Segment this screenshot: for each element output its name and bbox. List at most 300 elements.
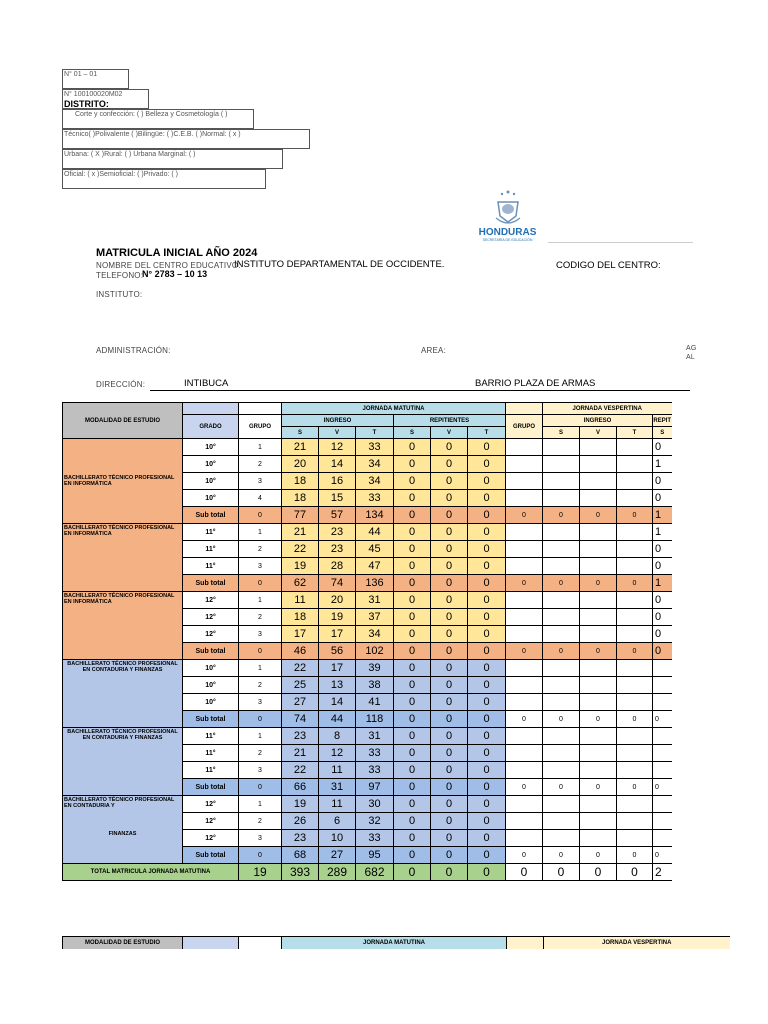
vesp-vs-cell: [543, 456, 580, 473]
logo-subtext: SECRETARÍA DE EDUCACIÓN: [482, 238, 533, 242]
grupo-cell: 3: [239, 762, 282, 779]
vesp-vs-cell: [543, 677, 580, 694]
repit-rt-cell: 0: [468, 541, 506, 558]
repit-rs-cell: 0: [394, 779, 431, 796]
grado-cell: 12°: [183, 609, 239, 626]
vesp-vt-cell: 0: [617, 507, 653, 524]
total-s-cell: 393: [282, 864, 319, 881]
ingreso-s-cell: 66: [282, 779, 319, 796]
vesp-vs-cell: 0: [543, 847, 580, 864]
vesp-grupo-cell: [506, 541, 543, 558]
vesp-vt-cell: [617, 558, 653, 575]
ingreso-v-cell: 17: [319, 626, 356, 643]
vesp-grupo-cell: [506, 694, 543, 711]
vesp-vv-cell: [580, 796, 617, 813]
ingreso-header: INGRESO: [282, 415, 394, 427]
ingreso-t-cell: 33: [356, 745, 394, 762]
jornada-vespertina-header: JORNADA VESPERTINA: [543, 403, 672, 415]
vesp-vt-cell: [617, 796, 653, 813]
grupo-cell: 4: [239, 490, 282, 507]
grupo-cell: 1: [239, 592, 282, 609]
total-vg-cell: 0: [506, 864, 543, 881]
grado-cell: 11°: [183, 762, 239, 779]
vesp-grupo-cell: [506, 524, 543, 541]
vesp-vv-cell: [580, 830, 617, 847]
corte-text: Corte y confección: ( ) Belleza y Cosmetología ( ): [75, 111, 228, 118]
logo-text: HONDURAS: [478, 227, 537, 238]
repit-rv-cell: 0: [431, 609, 468, 626]
total-vt-cell: 0: [617, 864, 653, 881]
ingreso-v-cell: 23: [319, 524, 356, 541]
ingreso-s-cell: 19: [282, 796, 319, 813]
vesp-ingreso-header: INGRESO: [543, 415, 653, 427]
repit-rs-cell: 0: [394, 439, 431, 456]
grupo-cell: 0: [239, 847, 282, 864]
vesp-vt-cell: [617, 456, 653, 473]
vesp-vs-cell: [543, 473, 580, 490]
repit-rs-cell: 0: [394, 456, 431, 473]
ingreso-t-cell: 38: [356, 677, 394, 694]
vesp-repit-cell: 0: [653, 541, 672, 558]
ingreso-t-cell: 34: [356, 473, 394, 490]
subtotal-label: Sub total: [183, 575, 239, 592]
table-row: [63, 728, 672, 745]
ingreso-t-cell: 102: [356, 643, 394, 660]
vesp-vs-cell: [543, 830, 580, 847]
vesp-grupo-cell: 0: [506, 507, 543, 524]
vesp-grupo-cell: [506, 660, 543, 677]
ingreso-t-cell: 34: [356, 456, 394, 473]
grupo-cell: 3: [239, 626, 282, 643]
table-row: [63, 660, 672, 677]
grado-cell: 12°: [183, 796, 239, 813]
ingreso-t-cell: 136: [356, 575, 394, 592]
ingreso-s-cell: 26: [282, 813, 319, 830]
ingreso-v-cell: 16: [319, 473, 356, 490]
subtotal-label: Sub total: [183, 711, 239, 728]
ingreso-v-cell: 23: [319, 541, 356, 558]
repit-rv-cell: 0: [431, 830, 468, 847]
grado-cell: 10°: [183, 456, 239, 473]
repit-rv-cell: 0: [431, 643, 468, 660]
vesp-grupo-cell: 0: [506, 847, 543, 864]
vesp-repit-cell: 0: [653, 609, 672, 626]
total-vv-cell: 0: [580, 864, 617, 881]
repit-rt-cell: 0: [468, 711, 506, 728]
ingreso-t-cell: 33: [356, 439, 394, 456]
grupo-cell: 2: [239, 609, 282, 626]
ingreso-v-cell: 13: [319, 677, 356, 694]
tecnico-text: Técnico( )Polivalente ( )Bilingüe: ( )C.E.B. ( )Normal: ( x ): [64, 131, 241, 138]
vesp-grupo-cell: 0: [506, 575, 543, 592]
ingreso-s-cell: 74: [282, 711, 319, 728]
sub-header-v-4: V: [431, 427, 468, 439]
grupo-cell: 2: [239, 677, 282, 694]
ingreso-v-cell: 57: [319, 507, 356, 524]
grado-cell: 11°: [183, 745, 239, 762]
total-rs-cell: 0: [394, 864, 431, 881]
grupo-cell: 1: [239, 439, 282, 456]
vesp-vv-cell: [580, 626, 617, 643]
modalidad-cell: [63, 796, 183, 864]
vesp-vs-cell: [543, 592, 580, 609]
repit-rv-cell: 0: [431, 779, 468, 796]
ingreso-t-cell: 97: [356, 779, 394, 796]
vesp-repit-cell: [653, 728, 672, 745]
ingreso-t-cell: 44: [356, 524, 394, 541]
vesp-vt-cell: [617, 677, 653, 694]
vesp-grupo-cell: [506, 830, 543, 847]
repit-rs-cell: 0: [394, 796, 431, 813]
vesp-vs-cell: 0: [543, 575, 580, 592]
vesp-repit-cell: 1: [653, 507, 672, 524]
grupo-cell: 3: [239, 694, 282, 711]
repit-rv-cell: 0: [431, 660, 468, 677]
repit-rs-cell: 0: [394, 847, 431, 864]
logo-divider: [548, 242, 693, 243]
vesp-vt-cell: [617, 830, 653, 847]
vesp-vv-cell: 0: [580, 847, 617, 864]
grupo-cell: 2: [239, 456, 282, 473]
vesp-repit-cell: 0: [653, 439, 672, 456]
centro-value: INSTITUTO DEPARTAMENTAL DE OCCIDENTE.: [234, 259, 445, 270]
vesp-vt-cell: [617, 439, 653, 456]
total-v-cell: 289: [319, 864, 356, 881]
ingreso-v-cell: 14: [319, 694, 356, 711]
ingreso-s-cell: 18: [282, 490, 319, 507]
tecnico-box: [62, 129, 310, 149]
vesp-repit-cell: 1: [653, 524, 672, 541]
ingreso-t-cell: 30: [356, 796, 394, 813]
vesp-repit-cell: [653, 762, 672, 779]
vesp-vs-cell: [543, 609, 580, 626]
grado-header-2: [183, 937, 239, 949]
vesp-grupo-cell: 0: [506, 711, 543, 728]
vesp-grupo-cell: [506, 762, 543, 779]
subtotal-label: Sub total: [183, 779, 239, 796]
vesp-vt-cell: 0: [617, 847, 653, 864]
grupo-cell: 3: [239, 830, 282, 847]
grupo-cell: 0: [239, 779, 282, 796]
grado-cell: 10°: [183, 660, 239, 677]
repit-rs-cell: 0: [394, 677, 431, 694]
vesp-repit-cell: 1: [653, 456, 672, 473]
vesp-vs-cell: 0: [543, 779, 580, 796]
grado-cell: 11°: [183, 524, 239, 541]
vesp-vt-cell: [617, 473, 653, 490]
area-label: AREA:: [421, 346, 447, 355]
corte-box: [62, 109, 254, 129]
enrollment-table: [62, 402, 672, 881]
grupo-header: GRUPO: [239, 415, 282, 439]
repit-rv-cell: 0: [431, 762, 468, 779]
ingreso-t-cell: 134: [356, 507, 394, 524]
vesp-vs-cell: [543, 762, 580, 779]
sub-header-v-1: V: [319, 427, 356, 439]
vesp-grupo-cell: [506, 728, 543, 745]
vesp-vt-cell: [617, 728, 653, 745]
repit-rv-cell: 0: [431, 745, 468, 762]
repit-rv-cell: 0: [431, 558, 468, 575]
table-row: [63, 592, 672, 609]
vesp-vv-cell: [580, 439, 617, 456]
codigo-text: N° 100100020M02: [64, 91, 123, 98]
oficial-box: [62, 169, 266, 189]
repit-rs-cell: 0: [394, 592, 431, 609]
vesp-grupo-cell: [506, 677, 543, 694]
direccion-label: DIRECCIÓN:: [96, 380, 146, 389]
grado-cell: 10°: [183, 439, 239, 456]
vesp-repit-cell: [653, 813, 672, 830]
vesp-sub-header-v-1: V: [580, 427, 617, 439]
vesp-repit-cell: 0: [653, 779, 672, 796]
ingreso-v-cell: 27: [319, 847, 356, 864]
codigo-box: [62, 89, 149, 109]
grado-cell: 10°: [183, 677, 239, 694]
ingreso-v-cell: 15: [319, 490, 356, 507]
grupo-v-header-2: [507, 937, 544, 949]
repit-rt-cell: 0: [468, 490, 506, 507]
grupo-cell: 2: [239, 541, 282, 558]
grado-cell: 10°: [183, 473, 239, 490]
grado-header: GRADO: [183, 415, 239, 439]
repit-rt-cell: 0: [468, 609, 506, 626]
vesp-vv-cell: [580, 541, 617, 558]
ingreso-s-cell: 17: [282, 626, 319, 643]
vesp-vt-cell: [617, 762, 653, 779]
vesp-vt-cell: [617, 813, 653, 830]
vesp-vt-cell: 0: [617, 779, 653, 796]
ingreso-v-cell: 14: [319, 456, 356, 473]
vesp-sub-header-t-2: T: [617, 427, 653, 439]
sub-header-t-5: T: [468, 427, 506, 439]
repit-rv-cell: 0: [431, 541, 468, 558]
grado-cell: 12°: [183, 592, 239, 609]
vesp-grupo-cell: [506, 609, 543, 626]
honduras-logo: [470, 188, 545, 244]
repit-rs-cell: 0: [394, 728, 431, 745]
repit-rs-cell: 0: [394, 762, 431, 779]
vesp-grupo-cell: [506, 796, 543, 813]
repit-rv-cell: 0: [431, 592, 468, 609]
form-title: MATRICULA INICIAL AÑO 2024: [96, 247, 258, 259]
vesp-grupo-cell: 0: [506, 779, 543, 796]
centro-label: NOMBRE DEL CENTRO EDUCATIVO:: [96, 261, 241, 270]
codigo-label: CODIGO DEL CENTRO:: [556, 260, 661, 271]
ingreso-v-cell: 74: [319, 575, 356, 592]
jm-header-2: JORNADA MATUTINA: [282, 937, 507, 949]
repit-rv-cell: 0: [431, 473, 468, 490]
ingreso-s-cell: 19: [282, 558, 319, 575]
ingreso-s-cell: 22: [282, 541, 319, 558]
repit-rt-cell: 0: [468, 507, 506, 524]
repit-rs-cell: 0: [394, 711, 431, 728]
repit-rv-cell: 0: [431, 626, 468, 643]
vesp-repit-cell: [653, 694, 672, 711]
vesp-grupo-header: GRUPO: [506, 415, 543, 439]
table-row: [63, 524, 672, 541]
repit-rv-cell: 0: [431, 677, 468, 694]
vesp-repit-cell: [653, 830, 672, 847]
ingreso-v-cell: 11: [319, 796, 356, 813]
repit-rv-cell: 0: [431, 796, 468, 813]
total-vr-cell: 2: [653, 864, 672, 881]
ingreso-s-cell: 21: [282, 745, 319, 762]
repit-rv-cell: 0: [431, 847, 468, 864]
grupo-header-top: [239, 403, 282, 415]
vesp-vv-cell: [580, 456, 617, 473]
ingreso-s-cell: 21: [282, 439, 319, 456]
vesp-repit-cell: 1: [653, 575, 672, 592]
vesp-grupo-cell: [506, 592, 543, 609]
modalidad-text-b: FINANZAS: [108, 831, 137, 837]
grupo-cell: 2: [239, 813, 282, 830]
grupo-cell: 2: [239, 745, 282, 762]
repit-rs-cell: 0: [394, 609, 431, 626]
grado-cell: 11°: [183, 728, 239, 745]
grado-cell: 11°: [183, 558, 239, 575]
repit-rv-cell: 0: [431, 711, 468, 728]
ingreso-v-cell: 10: [319, 830, 356, 847]
repit-rs-cell: 0: [394, 558, 431, 575]
vesp-vv-cell: [580, 660, 617, 677]
repitientes-header: REPITIENTES: [394, 415, 506, 427]
repit-rs-cell: 0: [394, 813, 431, 830]
repit-rv-cell: 0: [431, 439, 468, 456]
ingreso-s-cell: 11: [282, 592, 319, 609]
vesp-repit-cell: 0: [653, 558, 672, 575]
vesp-vv-cell: 0: [580, 575, 617, 592]
vesp-repit-cell: 0: [653, 490, 672, 507]
vesp-vv-cell: [580, 490, 617, 507]
vesp-repit-cell: 0: [653, 643, 672, 660]
total-t-cell: 682: [356, 864, 394, 881]
vesp-repit-cell: 0: [653, 711, 672, 728]
vesp-vv-cell: [580, 694, 617, 711]
grado-cell: 12°: [183, 813, 239, 830]
vesp-vv-cell: [580, 813, 617, 830]
vesp-vv-cell: [580, 609, 617, 626]
sub-header-s-3: S: [394, 427, 431, 439]
repit-rs-cell: 0: [394, 541, 431, 558]
grupo-cell: 1: [239, 796, 282, 813]
table-row: [63, 439, 672, 456]
ingreso-s-cell: 77: [282, 507, 319, 524]
ingreso-s-cell: 20: [282, 456, 319, 473]
repit-rt-cell: 0: [468, 728, 506, 745]
sub-header-s-0: S: [282, 427, 319, 439]
modalidad-cell: BACHILLERATO TÉCNICO PROFESIONAL EN INFORMÁTICA: [63, 439, 183, 524]
second-table-header: [62, 936, 730, 949]
subtotal-label: Sub total: [183, 643, 239, 660]
repit-rt-cell: 0: [468, 643, 506, 660]
repit-rv-cell: 0: [431, 456, 468, 473]
ag-label: AG AL: [686, 345, 697, 361]
repit-rs-cell: 0: [394, 473, 431, 490]
vesp-grupo-cell: [506, 626, 543, 643]
vesp-vs-cell: 0: [543, 711, 580, 728]
telefono-label: TELEFONO:: [96, 271, 144, 280]
vesp-vv-cell: [580, 524, 617, 541]
vesp-vt-cell: [617, 524, 653, 541]
vesp-vs-cell: [543, 660, 580, 677]
direccion-value: INTIBUCA: [184, 378, 229, 389]
vesp-repit-s-header: S: [653, 427, 672, 439]
grado-cell: 12°: [183, 830, 239, 847]
modalidad-text-a: BACHILLERATO TÉCNICO PROFESIONAL EN CONTADURIA Y: [64, 797, 175, 809]
admin-label: ADMINISTRACIÓN:: [96, 346, 171, 355]
repit-rs-cell: 0: [394, 524, 431, 541]
vesp-vt-cell: [617, 626, 653, 643]
repit-rt-cell: 0: [468, 694, 506, 711]
repit-rv-cell: 0: [431, 490, 468, 507]
vesp-vv-cell: [580, 762, 617, 779]
vesp-vv-cell: [580, 745, 617, 762]
urbana-box: [62, 149, 283, 169]
jv-header-2: JORNADA VESPERTINA: [544, 937, 730, 949]
vesp-repit-header: REPIT: [653, 415, 672, 427]
vesp-vs-cell: [543, 541, 580, 558]
repit-rs-cell: 0: [394, 626, 431, 643]
repit-rv-cell: 0: [431, 575, 468, 592]
repit-rs-cell: 0: [394, 830, 431, 847]
ingreso-s-cell: 18: [282, 473, 319, 490]
vesp-vt-cell: [617, 745, 653, 762]
ingreso-s-cell: 62: [282, 575, 319, 592]
repit-rt-cell: 0: [468, 677, 506, 694]
ingreso-s-cell: 25: [282, 677, 319, 694]
vesp-vs-cell: 0: [543, 643, 580, 660]
repit-rv-cell: 0: [431, 728, 468, 745]
ingreso-v-cell: 11: [319, 762, 356, 779]
vesp-vt-cell: [617, 541, 653, 558]
total-rt-cell: 0: [468, 864, 506, 881]
vesp-grupo-cell: 0: [506, 643, 543, 660]
barrio-value: BARRIO PLAZA DE ARMAS: [475, 378, 596, 389]
vesp-vs-cell: [543, 626, 580, 643]
repit-rt-cell: 0: [468, 473, 506, 490]
grupo-cell: 0: [239, 711, 282, 728]
vesp-grupo-top: [506, 403, 543, 415]
ingreso-v-cell: 6: [319, 813, 356, 830]
vesp-grupo-cell: [506, 813, 543, 830]
ingreso-v-cell: 31: [319, 779, 356, 796]
ingreso-s-cell: 46: [282, 643, 319, 660]
repit-rt-cell: 0: [468, 456, 506, 473]
instituto-label: INSTITUTO:: [96, 290, 143, 299]
vesp-grupo-cell: [506, 456, 543, 473]
vesp-vs-cell: [543, 439, 580, 456]
ingreso-t-cell: 95: [356, 847, 394, 864]
ingreso-t-cell: 32: [356, 813, 394, 830]
vesp-vs-cell: [543, 490, 580, 507]
ingreso-v-cell: 20: [319, 592, 356, 609]
modalidad-cell: BACHILLERATO TÉCNICO PROFESIONAL EN CONTADURIA Y FINANZAS: [63, 660, 183, 728]
ingreso-v-cell: 28: [319, 558, 356, 575]
grupo-cell: 1: [239, 524, 282, 541]
repit-rv-cell: 0: [431, 813, 468, 830]
grupo-cell: 3: [239, 473, 282, 490]
ingreso-t-cell: 31: [356, 728, 394, 745]
repit-rt-cell: 0: [468, 745, 506, 762]
vesp-vt-cell: [617, 660, 653, 677]
repit-rs-cell: 0: [394, 643, 431, 660]
vesp-vv-cell: [580, 592, 617, 609]
vesp-vv-cell: [580, 677, 617, 694]
vesp-vt-cell: 0: [617, 711, 653, 728]
repit-rt-cell: 0: [468, 779, 506, 796]
repit-rt-cell: 0: [468, 847, 506, 864]
